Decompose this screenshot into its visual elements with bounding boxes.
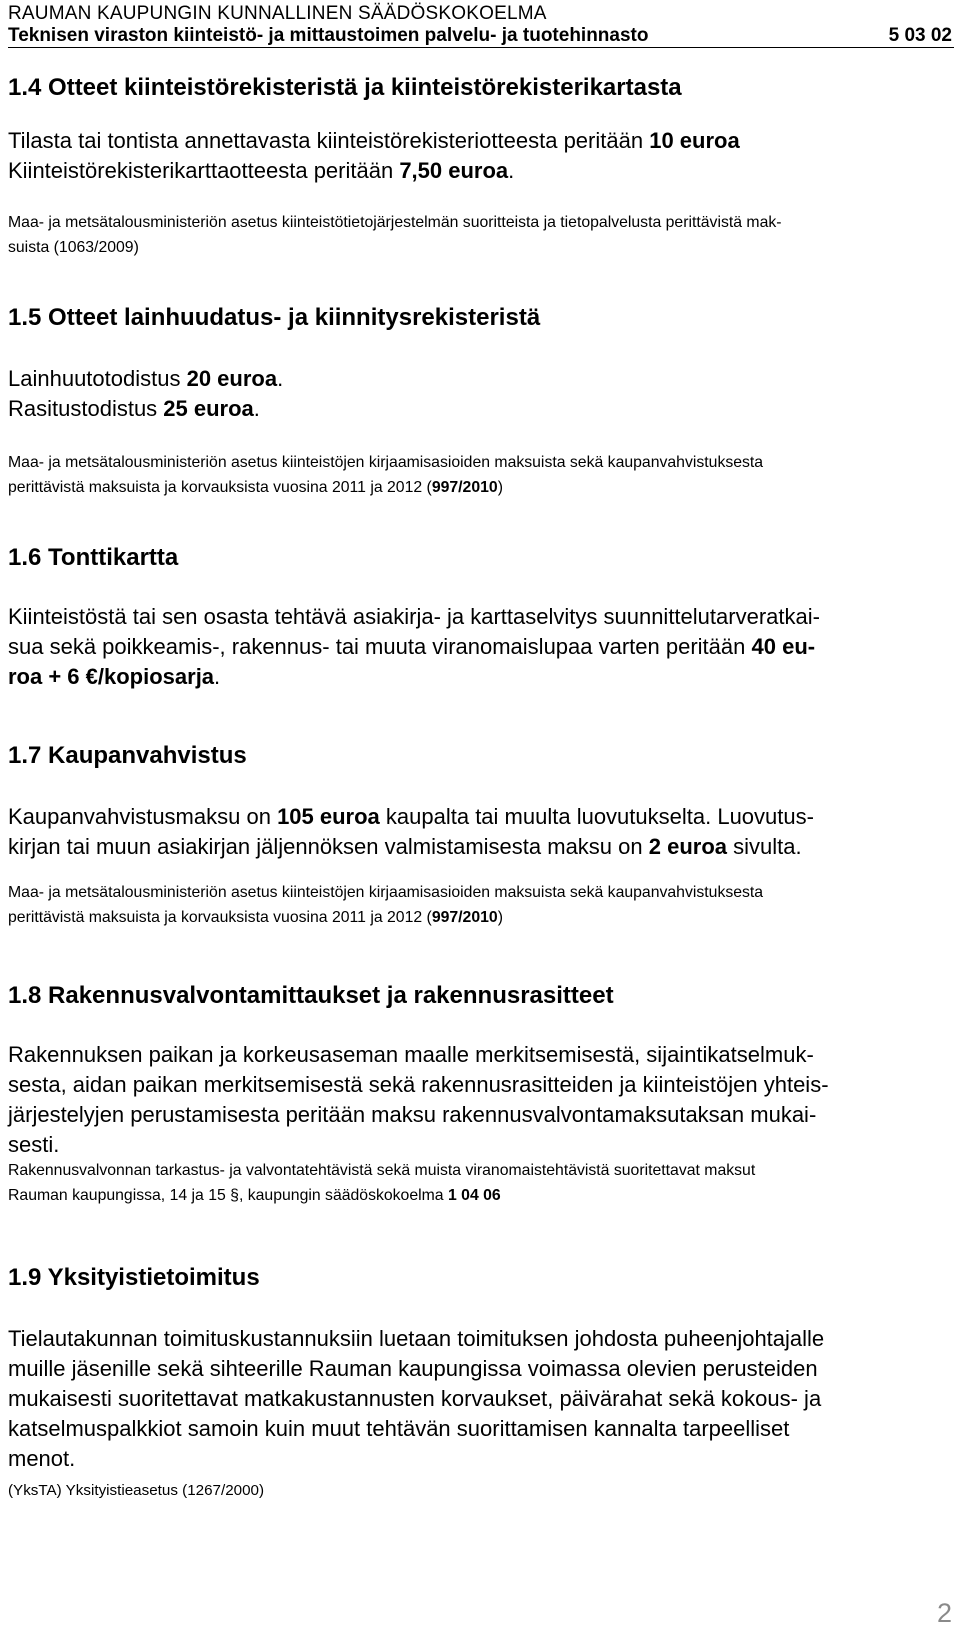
heading-1-5: 1.5 Otteet lainhuudatus- ja kiinnitysrekisteristä xyxy=(8,304,541,331)
text-line: Tilasta tai tontista annettavasta kiinteistörekisteriotteesta peritään 10 euroa xyxy=(8,128,740,153)
text-line: Kiinteistörekisterikarttaotteesta peritään 7,50 euroa. xyxy=(8,158,515,183)
text-line: Kiinteistöstä tai sen osasta tehtävä asiakirja- ja karttaselvitys suunnittelutarveratkai- xyxy=(8,604,820,629)
price: 40 eu- xyxy=(751,634,816,659)
text-line: mukaisesti suoritettavat matkakustannusten korvaukset, päivärahat sekä kokous- ja xyxy=(8,1386,822,1411)
reference-1-7 xyxy=(8,880,958,930)
text-line: järjestelyjen perustamisesta peritään maksu rakennusvalvontamaksutaksan mukai- xyxy=(8,1102,817,1127)
header-subtitle: Teknisen viraston kiinteistö- ja mittaustoimen palvelu- ja tuotehinnasto xyxy=(8,25,649,46)
text-line: kirjan tai muun asiakirjan jäljennöksen valmistamisesta maksu on 2 euroa sivulta. xyxy=(8,834,802,859)
header-organization: RAUMAN KAUPUNGIN KUNNALLINEN SÄÄDÖSKOKOELMA xyxy=(8,3,547,24)
text-line: Tielautakunnan toimituskustannuksiin luetaan toimituksen johdosta puheenjohtajalle xyxy=(8,1326,825,1351)
reference-1-9: (YksTA) Yksityistieasetus (1267/2000) xyxy=(8,1482,265,1499)
heading-1-9: 1.9 Yksityistietoimitus xyxy=(8,1264,260,1291)
text-line: roa + 6 €/kopiosarja. xyxy=(8,664,221,689)
reference-line: perittävistä maksuista ja korvauksista vuosina 2011 ja 2012 (997/2010) xyxy=(8,909,503,926)
reference-1-8 xyxy=(8,1158,958,1208)
text-line: Rakennuksen paikan ja korkeusaseman maalle merkitsemisestä, sijaintikatselmuk- xyxy=(8,1042,814,1067)
text-line: sesta, aidan paikan merkitsemisestä sekä rakennusrasitteiden ja kiinteistöjen yhteis- xyxy=(8,1072,829,1097)
text-line: katselmuspalkkiot samoin kuin muut tehtävän suorittamisen kannalta tarpeelliset xyxy=(8,1416,790,1441)
text-line: menot. xyxy=(8,1446,76,1471)
paragraph-1-6 xyxy=(8,602,958,692)
reference-line: Rakennusvalvonnan tarkastus- ja valvontatehtävistä sekä muista viranomaistehtävistä suoritettavat maksut xyxy=(8,1162,756,1179)
reference-line: perittävistä maksuista ja korvauksista vuosina 2011 ja 2012 (997/2010) xyxy=(8,479,503,496)
heading-1-7: 1.7 Kaupanvahvistus xyxy=(8,742,247,769)
reference-1-4 xyxy=(8,210,958,260)
header-code: 5 03 02 xyxy=(888,25,952,46)
text-line: Lainhuutotodistus 20 euroa. xyxy=(8,366,284,391)
price: 10 euroa xyxy=(649,128,740,153)
reference-line: Maa- ja metsätalousministeriön asetus kiinteistöjen kirjaamisasioiden maksuista sekä kaupanvahvistuksesta xyxy=(8,884,764,901)
text-line: sesti. xyxy=(8,1132,60,1157)
price: 25 euroa xyxy=(163,396,254,421)
price: 20 euroa xyxy=(186,366,278,391)
page-number: 2 xyxy=(936,1598,952,1628)
header-divider xyxy=(8,47,954,48)
reference-line: Maa- ja metsätalousministeriön asetus kiinteistötietojärjestelmän suoritteista ja tietopalvelusta perittävistä mak- xyxy=(8,214,782,231)
price: 105 euroa xyxy=(277,804,380,829)
heading-1-8: 1.8 Rakennusvalvontamittaukset ja rakennusrasitteet xyxy=(8,982,614,1009)
text-line: Kaupanvahvistusmaksu on 105 euroa kaupalta tai muulta luovutukselta. Luovutus- xyxy=(8,804,814,829)
paragraph-1-4 xyxy=(8,126,958,186)
reference-1-5 xyxy=(8,450,958,500)
paragraph-1-9 xyxy=(8,1324,958,1474)
reference-line: Maa- ja metsätalousministeriön asetus kiinteistöjen kirjaamisasioiden maksuista sekä kaupanvahvistuksesta xyxy=(8,454,764,471)
paragraph-1-8 xyxy=(8,1040,958,1160)
paragraph-1-5 xyxy=(8,364,958,424)
paragraph-1-7 xyxy=(8,802,958,862)
price: 2 euroa xyxy=(648,834,727,859)
text-line: Rasitustodistus 25 euroa. xyxy=(8,396,260,421)
reference-line: suista (1063/2009) xyxy=(8,239,139,256)
reference-line: Rauman kaupungissa, 14 ja 15 §, kaupungin säädöskokoelma 1 04 06 xyxy=(8,1187,501,1204)
text-line: sua sekä poikkeamis-, rakennus- tai muuta viranomaislupaa varten peritään 40 eu- xyxy=(8,634,816,659)
text-line: muille jäsenille sekä sihteerille Rauman kaupungissa voimassa olevien perusteiden xyxy=(8,1356,818,1381)
price: roa + 6 €/kopiosarja xyxy=(8,664,215,689)
heading-1-6: 1.6 Tonttikartta xyxy=(8,544,179,571)
price: 7,50 euroa xyxy=(399,158,509,183)
heading-1-4: 1.4 Otteet kiinteistörekisteristä ja kiinteistörekisterikartasta xyxy=(8,74,682,101)
